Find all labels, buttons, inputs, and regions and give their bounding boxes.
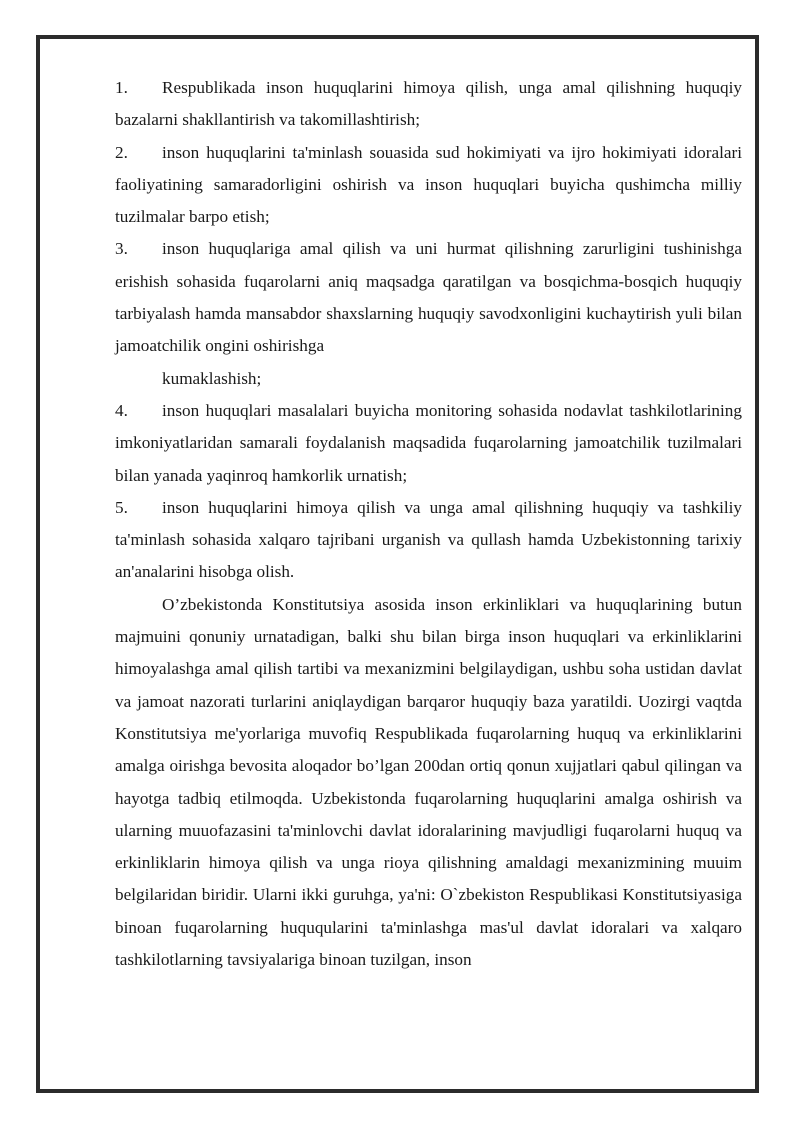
list-item-1 — [115, 72, 742, 137]
list-item-4 — [115, 395, 742, 492]
list-text: inson huquqlarini himoya qilish va unga amal qilishning huquqiy va tashkiliy ta'minlash sohasida xalqaro tajribani urganish va qullash hamda Uzbekistonning tarixiy an'analarini hisobga olish. — [115, 497, 742, 582]
list-text: inson huquqlari masalalari buyicha monitoring sohasida nodavlat tashkilotlarining imkoniyatlaridan samarali foydalanish maqsadida fuqarolarning jamoatchilik tuzilmalari bilan yanada yaqinroq hamkorlik urnatish; — [115, 400, 742, 485]
list-text: inson huquqlariga amal qilish va uni hurmat qilishning zarurligini tushinishga erishish sohasida fuqarolarni aniq maqsadga qaratilgan va bosqichma-bosqich huquqiy tarbiyalash hamda mansabdor shaxslarning huquqiy savodxonligini kuchaytirish yuli bilan jamoatchilik ongini oshirishga — [115, 239, 742, 356]
list-item-5 — [115, 492, 742, 589]
body-paragraph: O’zbekistonda Konstitutsiya asosida inson erkinliklari va huquqlarining butun majmuini qonuniy urnatadigan, balki shu bilan birga inson huquqlari va erkinliklarini himoyalashga amal qilish tartibi va mexanizmini belgilaydigan, ushbu soha ustidan davlat va jamoat nazorati turlarini aniqlaydigan barqaror huquqiy baza yaratildi. Uozirgi vaqtda Konstitutsiya me'yorlariga muvofiq Respublikada fuqarolarning huquq va erkinliklarini amalga oirishga bevosita aloqador bo’lgan 200dan ortiq qonun xujjatlari qabul qilingan va hayotga tadbiq etilmoqda. Uzbekistonda fuqarolarning huquqlarini amalga oshirish va ularning muuofazasini ta'minlovchi davlat idoralarining mavjudligi fuqarolarni huquq va erkinliklarin himoya qilish va unga rioya qilishning amaldagi mexanizmining muuim belgilaridan biridir. Ularni ikki guruhga, ya'ni: O`zbekiston Respublikasi Konstitutsiyasiga binoan fuqarolarning huquqularini ta'minlashga mas'ul davlat idoralari va xalqaro tashkilotlarning tavsiyalariga binoan tuzilgan, inson — [115, 594, 742, 970]
list-continuation: kumaklashish; — [162, 368, 262, 388]
list-item-3 — [115, 233, 742, 394]
list-number: 2. — [115, 142, 128, 162]
list-number: 3. — [115, 239, 128, 259]
list-number: 4. — [115, 400, 128, 420]
list-text: Respublikada inson huquqlarini himoya qilish, unga amal qilishning huquqiy bazalarni shakllantirish va takomillashtirish; — [115, 78, 742, 130]
list-text: inson huquqlarini ta'minlash souasida sud hokimiyati va ijro hokimiyati idoralari faoliyatining samaradorligini oshirish va inson huquqlari buyicha qushimcha milliy tuzilmalar barpo etish; — [115, 142, 742, 227]
list-number: 5. — [115, 497, 128, 517]
list-item-2 — [115, 137, 742, 234]
document-body — [115, 72, 742, 976]
list-number: 1. — [115, 78, 128, 97]
